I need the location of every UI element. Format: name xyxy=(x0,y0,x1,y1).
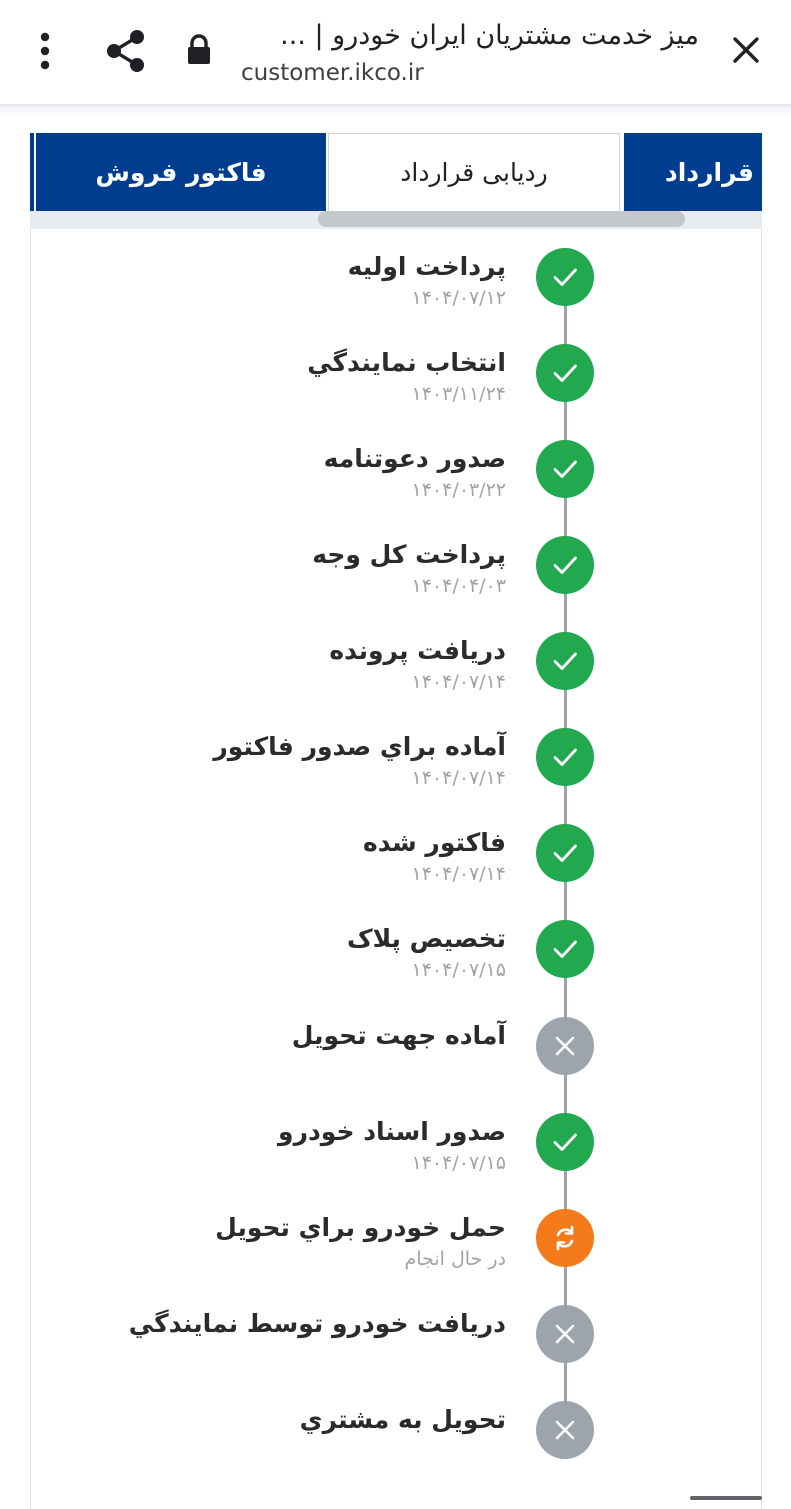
check-icon xyxy=(550,934,580,964)
step-text xyxy=(46,1307,506,1341)
step-status-done xyxy=(536,1113,594,1171)
step-date: ۱۴۰۴/۰۷/۱۲ xyxy=(411,287,506,309)
step-text xyxy=(46,634,506,696)
timeline-step xyxy=(0,536,791,632)
step-title: آماده براي صدور فاکتور xyxy=(213,732,506,761)
share-icon[interactable] xyxy=(104,28,148,74)
check-icon xyxy=(550,742,580,772)
close-icon xyxy=(731,35,761,65)
step-text xyxy=(46,1403,506,1437)
more-vert-icon[interactable] xyxy=(32,30,58,72)
step-date: ۱۴۰۴/۰۷/۱۴ xyxy=(411,767,506,789)
step-status-done xyxy=(536,248,594,306)
step-status-done xyxy=(536,632,594,690)
tab-contract-tracking[interactable]: ردیابی قرارداد xyxy=(328,133,620,211)
step-status-done xyxy=(536,440,594,498)
step-date: ۱۴۰۴/۰۷/۱۴ xyxy=(411,863,506,885)
timeline-step xyxy=(0,1401,791,1497)
step-status-pending xyxy=(536,1305,594,1363)
step-title: تحويل به مشتري xyxy=(299,1405,506,1434)
timeline-step xyxy=(0,440,791,536)
timeline-step xyxy=(0,728,791,824)
step-text xyxy=(46,922,506,984)
tab-scrollbar[interactable] xyxy=(318,211,685,227)
tab-contract[interactable]: قرارداد xyxy=(624,133,762,211)
timeline-step xyxy=(0,920,791,1016)
step-title: تخصيص پلاک xyxy=(346,924,506,953)
step-status-pending xyxy=(536,1017,594,1075)
timeline-step xyxy=(0,1017,791,1113)
tab-edge xyxy=(30,133,34,211)
timeline-step xyxy=(0,248,791,344)
step-date: ۱۴۰۴/۰۷/۱۴ xyxy=(411,671,506,693)
step-status-done xyxy=(536,824,594,882)
step-text xyxy=(46,250,506,312)
step-text xyxy=(46,538,506,600)
step-text xyxy=(46,1019,506,1053)
step-title: صدور دعوتنامه xyxy=(323,444,506,473)
step-date: ۱۴۰۴/۰۷/۱۵ xyxy=(411,959,506,981)
step-status-text: در حال انجام xyxy=(404,1248,506,1270)
step-title: حمل خودرو براي تحويل xyxy=(215,1213,506,1242)
step-text xyxy=(46,826,506,888)
check-icon xyxy=(550,550,580,580)
step-title: پرداخت اوليه xyxy=(347,252,506,281)
step-title: آماده جهت تحويل xyxy=(291,1021,506,1050)
page-title-block xyxy=(219,16,699,56)
lock-icon[interactable] xyxy=(185,34,213,66)
tab-sales-invoice[interactable]: فاکتور فروش xyxy=(36,133,326,211)
step-status-in-progress xyxy=(536,1209,594,1267)
page-title: میز خدمت مشتریان ایران خودرو | ... xyxy=(280,20,699,51)
step-text xyxy=(46,1211,506,1273)
step-title: پرداخت کل وجه xyxy=(312,540,506,569)
step-date: ۱۴۰۳/۱۱/۲۴ xyxy=(411,383,506,405)
x-icon xyxy=(553,1034,577,1058)
step-status-done xyxy=(536,344,594,402)
step-date: ۱۴۰۴/۰۴/۰۳ xyxy=(411,575,506,597)
timeline-step xyxy=(0,1113,791,1209)
check-icon xyxy=(550,1127,580,1157)
step-text xyxy=(46,346,506,408)
timeline-step xyxy=(0,632,791,728)
tab-bar xyxy=(30,133,762,211)
step-title: فاکتور شده xyxy=(362,828,506,857)
step-status-done xyxy=(536,536,594,594)
x-icon xyxy=(553,1418,577,1442)
step-title: دريافت پرونده xyxy=(329,636,506,665)
timeline-step xyxy=(0,824,791,920)
check-icon xyxy=(550,454,580,484)
step-text xyxy=(46,1115,506,1177)
toolbar-shadow xyxy=(0,107,791,117)
timeline-step xyxy=(0,1209,791,1305)
step-status-pending xyxy=(536,1401,594,1459)
check-icon xyxy=(550,262,580,292)
close-button[interactable] xyxy=(722,26,770,74)
step-text xyxy=(46,442,506,504)
step-title: انتخاب نمايندگي xyxy=(307,348,506,377)
timeline-step xyxy=(0,1305,791,1401)
check-icon xyxy=(550,646,580,676)
step-date: ۱۴۰۴/۰۷/۱۵ xyxy=(411,1152,506,1174)
step-status-done xyxy=(536,728,594,786)
step-date: ۱۴۰۴/۰۳/۲۲ xyxy=(411,479,506,501)
page-url[interactable]: customer.ikco.ir xyxy=(241,60,424,86)
step-text xyxy=(46,730,506,792)
scroll-indicator xyxy=(690,1496,762,1500)
timeline-step xyxy=(0,344,791,440)
step-status-done xyxy=(536,920,594,978)
check-icon xyxy=(550,358,580,388)
step-title: دريافت خودرو توسط نمايندگي xyxy=(128,1309,506,1338)
step-title: صدور اسناد خودرو xyxy=(278,1117,506,1146)
x-icon xyxy=(553,1322,577,1346)
browser-toolbar xyxy=(0,0,791,104)
refresh-icon xyxy=(549,1222,581,1254)
check-icon xyxy=(550,838,580,868)
